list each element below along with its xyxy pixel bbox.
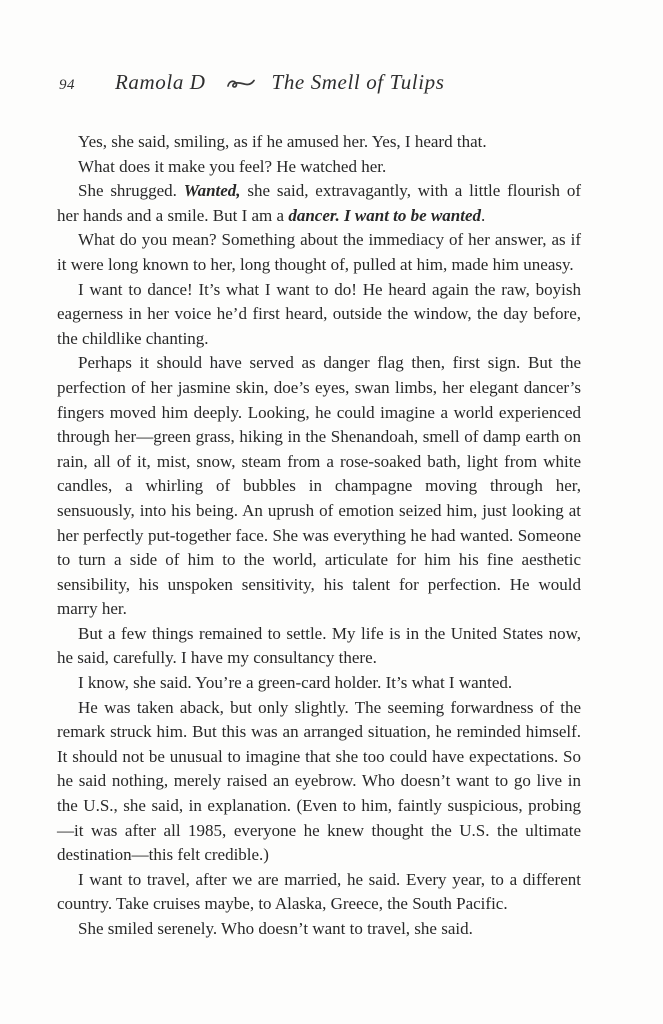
text-segment: She smiled serenely. Who doesn’t want to travel, she said. — [78, 919, 473, 938]
text-segment: He was taken aback, but only slightly. The seeming forwardness of the remark struck him. But this was an arranged situation, he reminded himself. It should not be unusual to imagine that she too could have expectations. So he said nothing, merely raised an eyebrow. Who doesn’t want to go live in the U.S., she said, in explanation. (Even to him, faintly suspicious, probing—it was after all 1985, everyone he knew thought the U.S. the ultimate destination—this felt credible.) — [57, 697, 581, 865]
running-header — [59, 70, 445, 95]
paragraph — [57, 696, 581, 868]
paragraph — [57, 868, 581, 917]
paragraph — [57, 917, 581, 942]
paragraph — [57, 351, 581, 622]
page-number: 94 — [59, 77, 75, 93]
paragraph — [57, 179, 581, 228]
text-segment: I know, she said. You’re a green-card holder. It’s what I wanted. — [78, 673, 513, 693]
text-segment: But a few things remained to settle. My life is in the United States now, he said, carefully. I have my consultancy there. — [57, 623, 581, 668]
paragraph — [57, 155, 581, 180]
paragraph — [57, 278, 581, 352]
paragraph — [57, 130, 581, 155]
text-segment: She shrugged. — [78, 181, 184, 201]
text-segment: Perhaps it should have served as danger flag then, first sign. But the perfection of her jasmine skin, doe’s eyes, swan limbs, her elegant dancer’s fingers moved him deeply. Looking, he could imagine a world experienced through her—green grass, hiking in the Shenandoah, smell of damp earth on rain, all of it, mist, snow, steam from a rose-soaked bath, light from white candles, a whirling of bubbles in champagne moving through her, sensuously, into his being. An uprush of emotion seized him, just looking at her perfectly put-together face. She was everything he had wanted. Someone to turn a side of him to the world, articulate for him his fine aesthetic sensibility, his unspoken sensitivity, his talent for perfection. He would marry her. — [57, 353, 581, 619]
text-segment: What do you mean? Something about the immediacy of her answer, as if it were long known to her, long thought of, pulled at him, made him uneasy. — [57, 230, 581, 274]
paragraph — [57, 671, 581, 696]
text-segment: . — [481, 205, 486, 225]
emphasized-text: dancer. I want to be wanted — [288, 205, 482, 225]
paragraph — [57, 622, 581, 671]
paragraph — [57, 228, 581, 277]
author-name: Ramola D — [115, 70, 206, 94]
text-segment: I want to travel, after we are married, he said. Every year, to a different country. Take cruises maybe, to Alaska, Greece, the South Pacific. — [57, 869, 581, 914]
emphasized-text: Wanted, — [183, 181, 241, 201]
text-segment: she said, extravagantly, with a little flourish of her hands and a smile. But I am a — [57, 181, 582, 225]
text-segment: I want to dance! It’s what I want to do! He heard again the raw, boyish eagerness in her voice he’d first heard, outside the window, the day before, the childlike chanting. — [57, 279, 581, 348]
body-text — [57, 130, 581, 942]
text-segment: Yes, she said, smiling, as if he amused her. Yes, I heard that. — [78, 132, 487, 151]
book-title: The Smell of Tulips — [271, 70, 445, 94]
fleuron-icon — [226, 75, 256, 91]
text-segment: What does it make you feel? He watched her. — [78, 156, 387, 176]
